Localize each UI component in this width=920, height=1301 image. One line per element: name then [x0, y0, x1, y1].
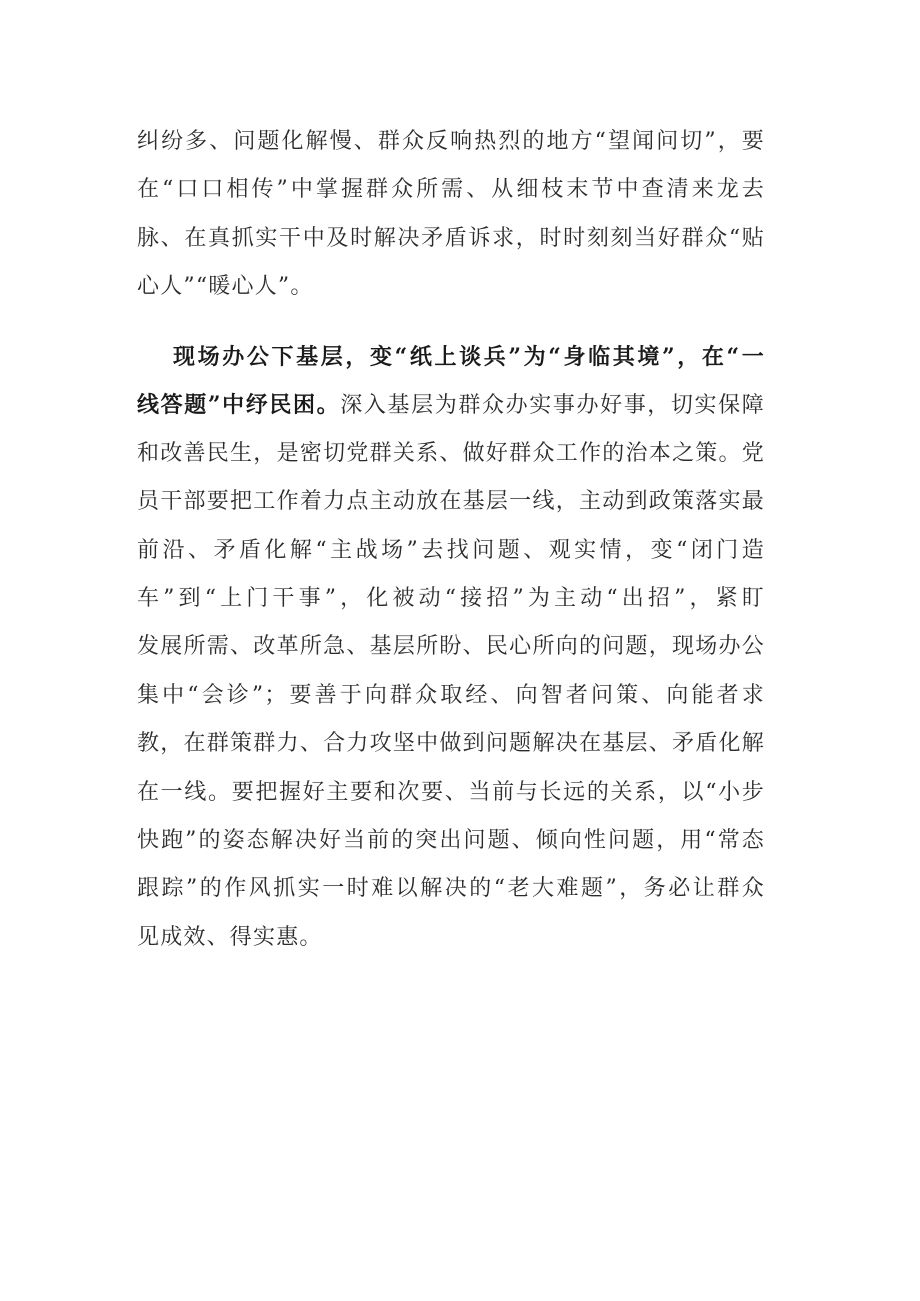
text-line: 在“口口相传”中掌握群众所需、从细枝末节中查清来龙去	[137, 177, 765, 203]
text-line: 快跑”的姿态解决好当前的突出问题、倾向性问题，用“常态	[137, 827, 765, 853]
text-line: 车”到“上门干事”，化被动“接招”为主动“出招”，紧盯	[137, 585, 765, 611]
text-line: 员干部要把工作着力点主动放在基层一线，主动到政策落实最	[137, 489, 765, 515]
text-line: 前沿、矛盾化解“主战场”去找问题、观实情，变“闭门造	[137, 537, 765, 563]
text-line: 教，在群策群力、合力攻坚中做到问题解决在基层、矛盾化解	[137, 731, 765, 757]
paragraph-heading-end: 线答题”中纾民困。	[137, 392, 341, 419]
text-line: 集中“会诊”；要善于向群众取经、向智者问策、向能者求	[137, 682, 765, 708]
text-line: 发展所需、改革所急、基层所盼、民心所向的问题，现场办公	[137, 634, 765, 660]
paragraph-1	[137, 118, 765, 312]
text-line: 和改善民生，是密切党群关系、做好群众工作的治本之策。党	[137, 440, 765, 466]
text-line: 脉、在真抓实干中及时解决矛盾诉求，时时刻刻当好群众“贴	[137, 225, 765, 251]
text-line: 心人”“暖心人”。	[137, 274, 314, 300]
paragraph-heading-line: 现场办公下基层，变“纸上谈兵”为“身临其境”，在“一	[173, 344, 765, 370]
paragraph-2	[137, 333, 765, 962]
text-line: 见成效、得实惠。	[137, 924, 323, 950]
text-line	[137, 381, 765, 429]
text-line: 跟踪”的作风抓实一时难以解决的“老大难题”，务必让群众	[137, 876, 765, 902]
text-line: 纠纷多、问题化解慢、群众反响热烈的地方“望闻问切”，要	[137, 129, 765, 154]
text-line: 在一线。要把握好主要和次要、当前与长远的关系，以“小步	[137, 779, 765, 805]
text-line-rest: 深入基层为群众办实事办好事，切实保障	[340, 393, 765, 419]
